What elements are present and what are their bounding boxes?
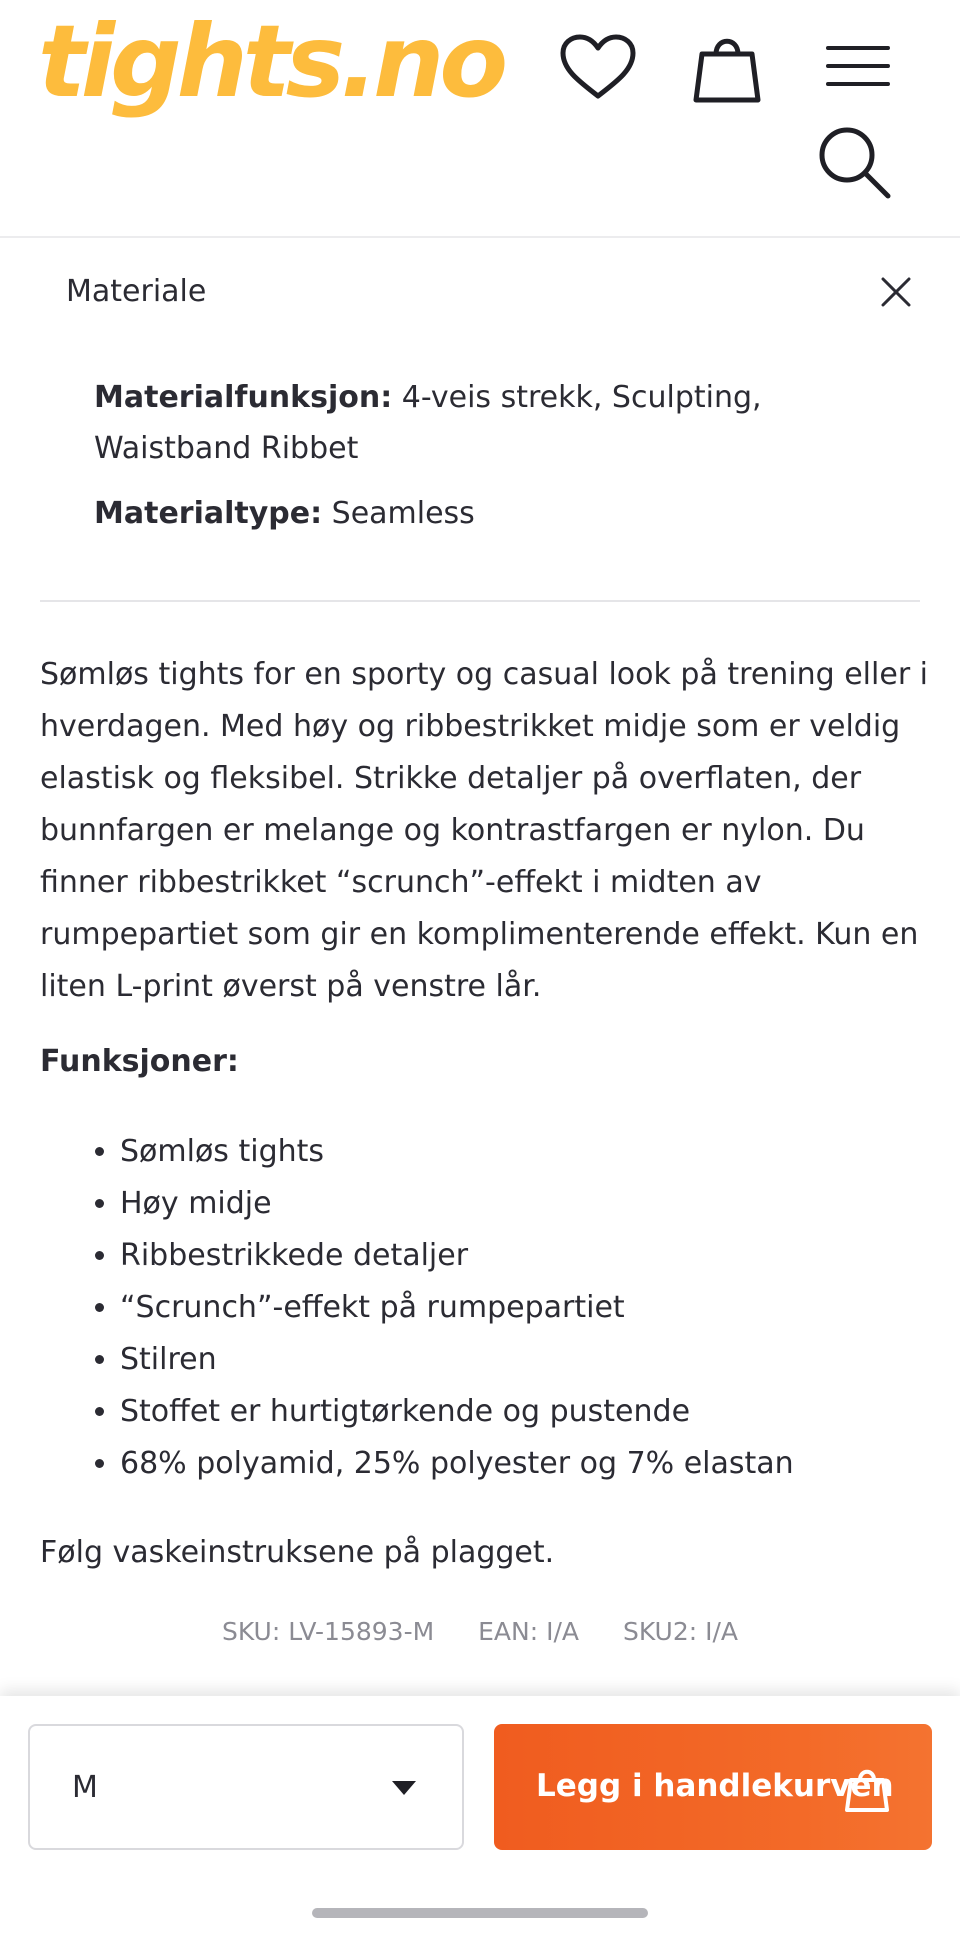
product-description: Sømløs tights for en sporty og casual look på trening eller i hverdagen. Med høy og ribbestrikket midje som er veldig elastisk og fleksibel. Strikke detaljer på overflaten, der bunnfargen er melange og kontrastfargen er nylon. Du finner ribbestrikket “scrunch”-effekt i midten av rumpepartiet som gir en komplimenterende effekt. Kun en liten L-print øverst på venstre lår.	[40, 657, 929, 1004]
menu-icon[interactable]	[826, 44, 890, 88]
sku2-value: SKU2: I/A	[622, 1617, 739, 1646]
care-instructions: Følg vaskeinstruksene på plagget.	[40, 1535, 555, 1570]
list-item: • Høy midje	[120, 1178, 794, 1230]
list-item: • Ribbestrikkede detaljer	[120, 1230, 794, 1282]
size-select[interactable]	[28, 1724, 464, 1850]
list-item: • Stoffet er hurtigtørkende og pustende	[120, 1386, 794, 1438]
sku-info	[0, 1617, 960, 1646]
material-type-row	[94, 488, 874, 539]
add-to-cart-label: Legg i handlekurven	[536, 1768, 894, 1804]
material-function-label: Materialfunksjon:	[94, 380, 393, 415]
ean-value: EAN: I/A	[478, 1617, 580, 1646]
chevron-down-icon	[392, 1781, 416, 1795]
list-item: • “Scrunch”-effekt på rumpepartiet	[120, 1282, 794, 1334]
material-function-row	[94, 372, 874, 474]
material-function-value: 4-veis strekk, Sculpting, Waistband Ribbet	[94, 380, 762, 466]
accordion-title: Materiale	[66, 274, 207, 309]
accordion-header-materiale[interactable]	[40, 240, 920, 344]
list-item: • Stilren	[120, 1334, 794, 1386]
sku-value: SKU: LV-15893-M	[221, 1617, 435, 1646]
material-type-value: Seamless	[331, 496, 475, 531]
add-to-cart-button[interactable]	[494, 1724, 932, 1850]
section-divider	[40, 600, 920, 602]
close-icon[interactable]	[880, 276, 912, 312]
features-list	[40, 1126, 794, 1490]
heart-icon[interactable]	[560, 34, 636, 100]
purchase-bar	[0, 1696, 960, 1933]
material-type-label: Materialtype:	[94, 496, 323, 531]
list-item: • 68% polyamid, 25% polyester og 7% elastan	[120, 1438, 794, 1490]
size-selected-value: M	[72, 1770, 98, 1805]
list-item: • Sømløs tights	[120, 1126, 794, 1178]
site-header	[0, 0, 960, 238]
accordion-content	[94, 372, 874, 553]
bag-icon[interactable]	[692, 30, 762, 104]
shopping-bag-icon	[844, 1764, 890, 1818]
features-title: Funksjoner:	[40, 1044, 239, 1079]
home-indicator[interactable]	[312, 1908, 648, 1918]
search-icon[interactable]	[816, 124, 892, 200]
site-logo[interactable]: tights.no	[38, 3, 504, 120]
